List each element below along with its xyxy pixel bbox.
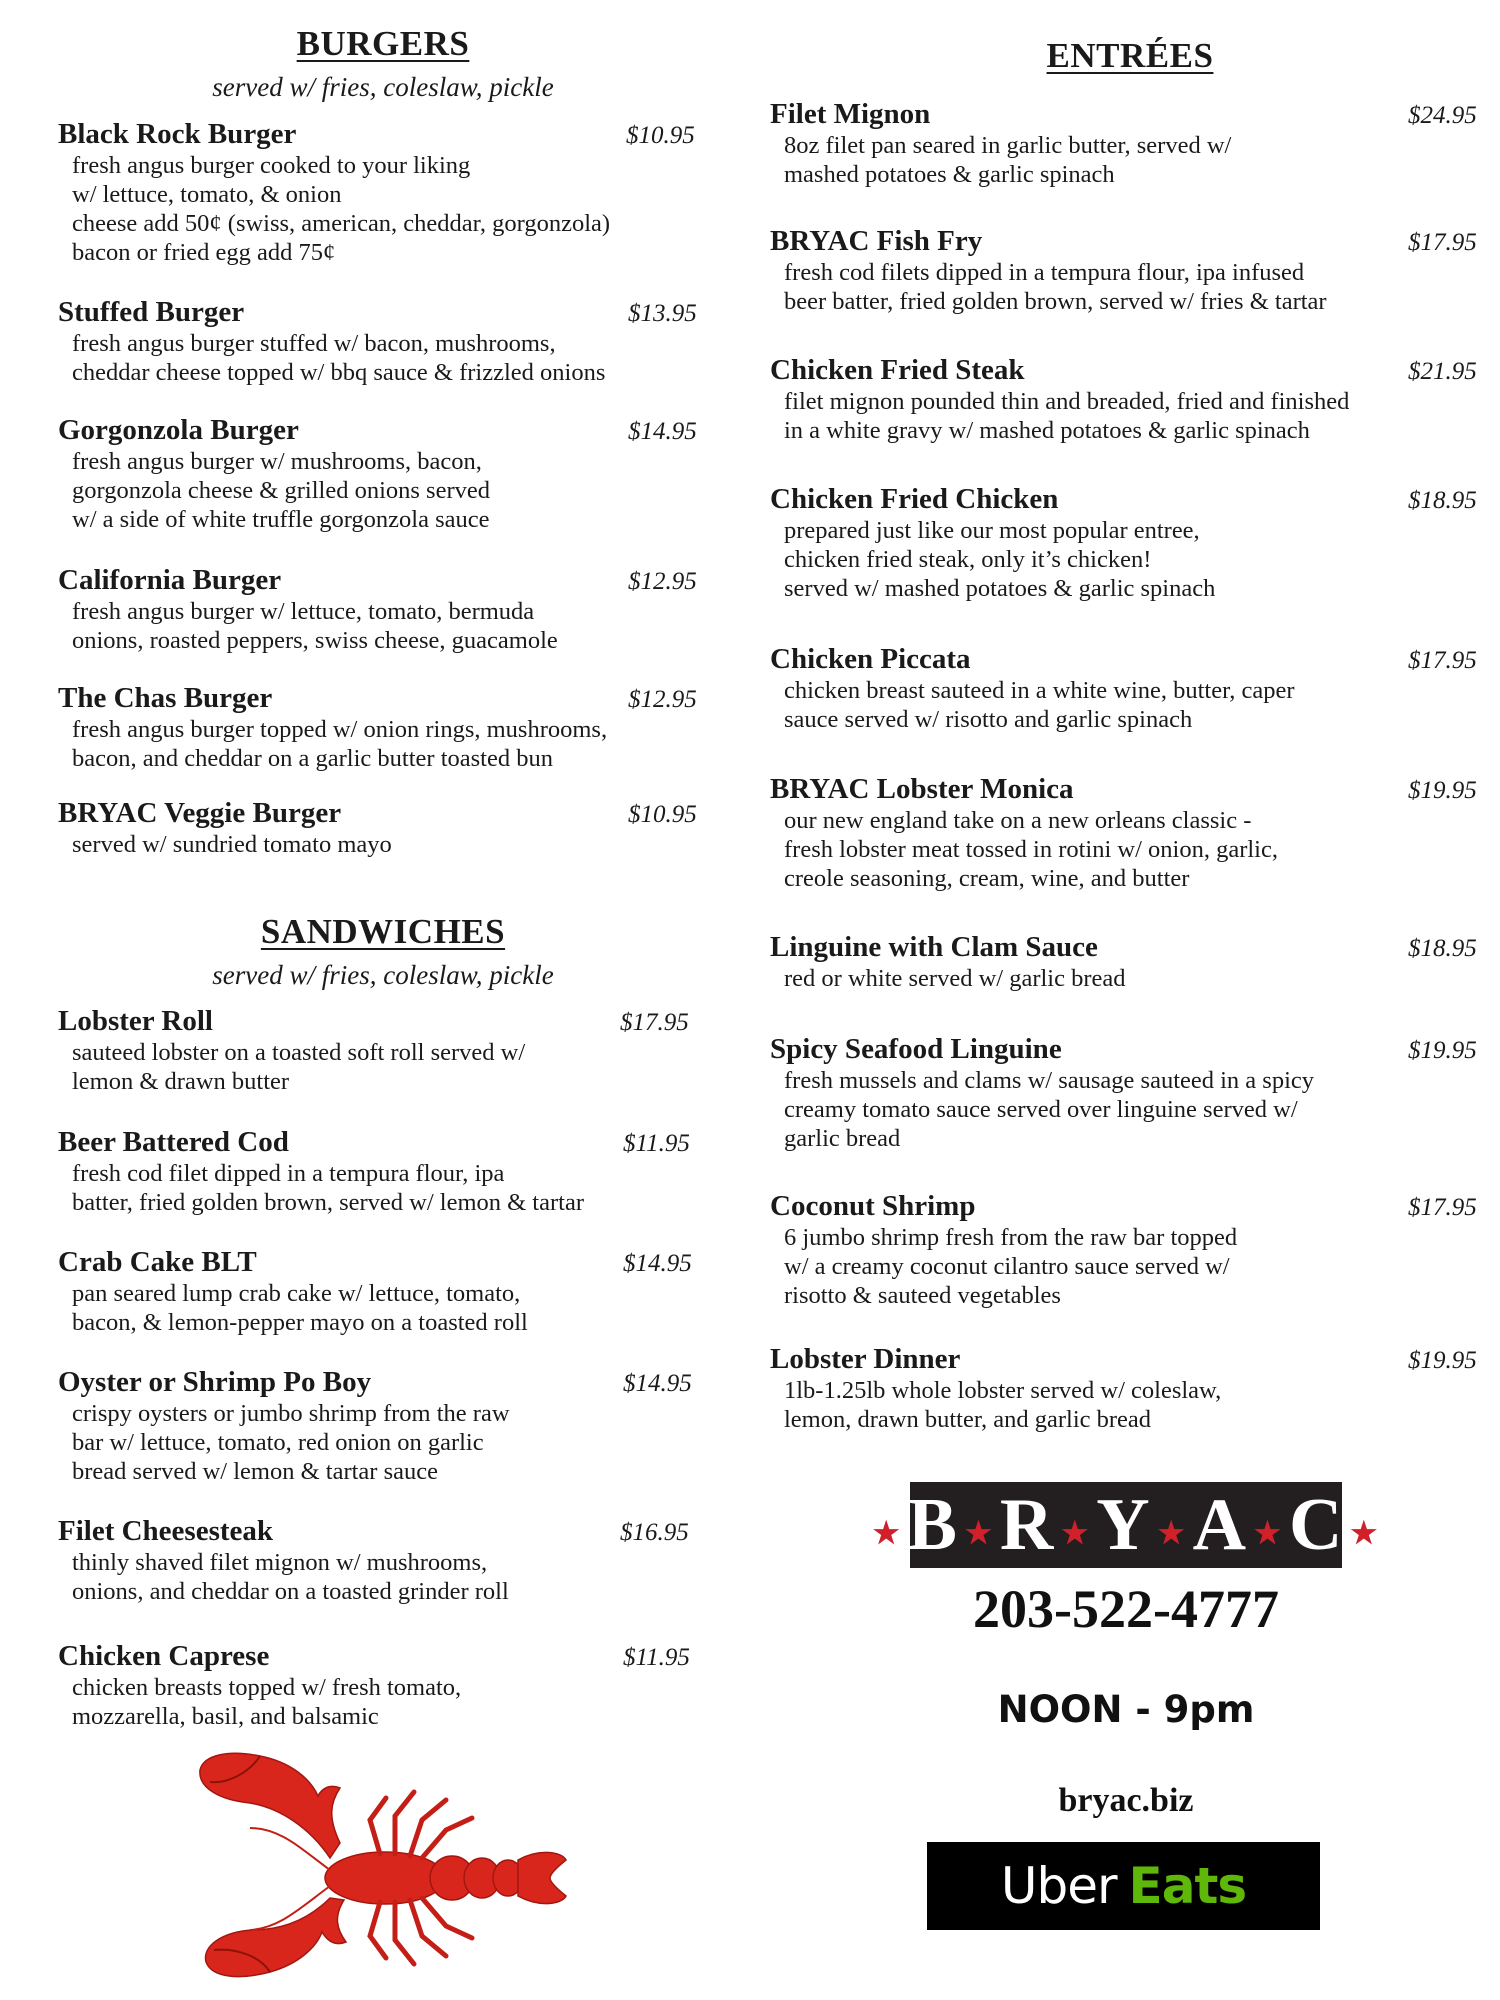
lobster-illustration: [190, 1748, 570, 1988]
description-line: fresh mussels and clams w/ sausage sauteed in a spicy: [784, 1067, 1315, 1094]
menu-item: [770, 225, 1480, 316]
description-line: fresh lobster meat tossed in rotini w/ onion, garlic,: [784, 836, 1278, 863]
menu-item-price: $24.95: [1408, 102, 1477, 129]
logo-letter: B: [907, 1483, 959, 1566]
menu-item-name: BRYAC Veggie Burger: [58, 797, 342, 829]
logo-letter: R: [999, 1483, 1056, 1566]
menu-item: [770, 1033, 1480, 1153]
menu-item-price: $17.95: [1408, 647, 1477, 674]
eats-word: Eats: [1128, 1857, 1247, 1915]
menu-item: [58, 118, 708, 267]
menu-item-price: $18.95: [1408, 935, 1477, 962]
description-line: chicken breast sauteed in a white wine, butter, caper: [784, 677, 1295, 704]
menu-item-price: $16.95: [620, 1519, 689, 1546]
description-line: bacon, & lemon-pepper mayo on a toasted roll: [72, 1309, 528, 1336]
description-line: w/ a side of white truffle gorgonzola sauce: [72, 506, 490, 533]
menu-item: [770, 354, 1480, 445]
star-icon: ★: [872, 1516, 902, 1550]
burgers-subtitle: served w/ fries, coleslaw, pickle: [212, 72, 554, 102]
description-line: mozzarella, basil, and balsamic: [72, 1703, 379, 1730]
menu-item-description: [58, 715, 708, 773]
menu-item-price: $12.95: [628, 686, 697, 713]
description-line: red or white served w/ garlic bread: [784, 965, 1126, 992]
menu-item-description: [58, 1159, 708, 1217]
menu-item-description: [58, 329, 708, 387]
menu-item-description: [770, 1376, 1480, 1434]
uber-word: Uber: [1000, 1857, 1117, 1915]
menu-item-description: [770, 1223, 1480, 1310]
menu-item-description: [58, 1279, 708, 1337]
menu-item-name: Filet Cheesesteak: [58, 1515, 274, 1547]
description-line: gorgonzola cheese & grilled onions served: [72, 477, 490, 504]
description-line: creamy tomato sauce served over linguine served w/: [784, 1096, 1298, 1123]
description-line: fresh angus burger w/ lettuce, tomato, bermuda: [72, 598, 535, 625]
description-line: bar w/ lettuce, tomato, red onion on garlic: [72, 1429, 484, 1456]
menu-item-name: Chicken Fried Chicken: [770, 483, 1059, 515]
description-line: bread served w/ lemon & tartar sauce: [72, 1458, 438, 1485]
menu-item-description: [58, 830, 708, 859]
sandwiches-title: SANDWICHES: [260, 912, 506, 951]
menu-item-price: $13.95: [628, 300, 697, 327]
menu-item-name: BRYAC Lobster Monica: [770, 773, 1074, 805]
menu-item-name: Crab Cake BLT: [58, 1246, 257, 1278]
menu-item-name: Spicy Seafood Linguine: [770, 1033, 1062, 1065]
description-line: sauteed lobster on a toasted soft roll served w/: [72, 1039, 526, 1066]
menu-item: [58, 797, 708, 859]
menu-item-name: The Chas Burger: [58, 682, 273, 714]
menu-item-description: [770, 387, 1480, 445]
description-line: bacon, and cheddar on a garlic butter toasted bun: [72, 745, 553, 772]
description-line: fresh angus burger stuffed w/ bacon, mushrooms,: [72, 330, 556, 357]
star-icon: ★: [1157, 1516, 1187, 1550]
menu-item-name: Lobster Dinner: [770, 1343, 961, 1375]
bryac-logo: [872, 1482, 1380, 1568]
description-line: onions, roasted peppers, swiss cheese, guacamole: [72, 627, 558, 654]
menu-item: [58, 1640, 708, 1731]
sandwiches-subtitle: served w/ fries, coleslaw, pickle: [212, 960, 554, 990]
logo-letter: Y: [1096, 1483, 1152, 1566]
menu-item-description: [58, 1399, 708, 1486]
menu-item-price: $10.95: [628, 801, 697, 828]
menu-item: [58, 1005, 708, 1096]
menu-item-price: $14.95: [623, 1250, 692, 1277]
menu-item-name: Beer Battered Cod: [58, 1126, 289, 1158]
description-line: our new england take on a new orleans classic -: [784, 807, 1252, 834]
description-line: chicken breasts topped w/ fresh tomato,: [72, 1674, 462, 1701]
description-line: w/ a creamy coconut cilantro sauce served w/: [784, 1253, 1230, 1280]
menu-item-name: Lobster Roll: [58, 1005, 213, 1037]
description-line: lemon & drawn butter: [72, 1068, 290, 1095]
menu-item-price: $17.95: [620, 1009, 689, 1036]
description-line: chicken fried steak, only it’s chicken!: [784, 546, 1152, 573]
menu-item-name: Chicken Piccata: [770, 643, 971, 675]
description-line: 6 jumbo shrimp fresh from the raw bar topped: [784, 1224, 1238, 1251]
description-line: thinly shaved filet mignon w/ mushrooms,: [72, 1549, 488, 1576]
description-line: lemon, drawn butter, and garlic bread: [784, 1406, 1152, 1433]
menu-item: [58, 1366, 708, 1486]
star-icon: ★: [1061, 1516, 1091, 1550]
menu-item-name: Chicken Fried Steak: [770, 354, 1025, 386]
description-line: mashed potatoes & garlic spinach: [784, 161, 1115, 188]
menu-item-name: Linguine with Clam Sauce: [770, 931, 1098, 963]
menu-item-price: $14.95: [628, 418, 697, 445]
menu-item-description: [770, 258, 1480, 316]
menu-item-description: [58, 597, 708, 655]
menu-item: [770, 1190, 1480, 1310]
description-line: beer batter, fried golden brown, served w/ fries & tartar: [784, 288, 1327, 315]
menu-item-description: [58, 1038, 708, 1096]
menu-item-price: $14.95: [623, 1370, 692, 1397]
description-line: cheese add 50¢ (swiss, american, cheddar, gorgonzola): [72, 210, 611, 237]
description-line: batter, fried golden brown, served w/ lemon & tartar: [72, 1189, 584, 1216]
menu-item-name: Gorgonzola Burger: [58, 414, 299, 446]
menu-item-name: Chicken Caprese: [58, 1640, 270, 1672]
description-line: in a white gravy w/ mashed potatoes & garlic spinach: [784, 417, 1310, 444]
menu-item: [770, 931, 1480, 993]
description-line: fresh cod filets dipped in a tempura flour, ipa infused: [784, 259, 1305, 286]
menu-item-price: $19.95: [1408, 777, 1477, 804]
menu-item: [58, 682, 708, 773]
menu-item-price: $10.95: [626, 122, 695, 149]
menu-item-price: $21.95: [1408, 358, 1477, 385]
menu-item-price: $18.95: [1408, 487, 1477, 514]
star-icon: ★: [1350, 1516, 1380, 1550]
menu-item-name: Filet Mignon: [770, 98, 931, 130]
menu-item: [58, 1515, 708, 1606]
description-line: risotto & sauteed vegetables: [784, 1282, 1061, 1309]
description-line: 1lb-1.25lb whole lobster served w/ coleslaw,: [784, 1377, 1222, 1404]
bryac-logo-text: [867, 1483, 1386, 1568]
menu-item-name: Coconut Shrimp: [770, 1190, 976, 1222]
menu-item: [770, 483, 1480, 603]
menu-item: [58, 1126, 708, 1217]
description-line: onions, and cheddar on a toasted grinder roll: [72, 1578, 509, 1605]
menu-item-price: $19.95: [1408, 1347, 1477, 1374]
menu-item-name: Oyster or Shrimp Po Boy: [58, 1366, 372, 1398]
star-icon: ★: [1254, 1516, 1283, 1550]
menu-item-description: [770, 964, 1480, 993]
menu-item: [770, 643, 1480, 734]
description-line: prepared just like our most popular entree,: [784, 517, 1200, 544]
description-line: fresh angus burger topped w/ onion rings, mushrooms,: [72, 716, 608, 743]
menu-item-description: [58, 447, 708, 534]
description-line: sauce served w/ risotto and garlic spinach: [784, 706, 1193, 733]
phone-number[interactable]: 203-522-4777: [973, 1579, 1279, 1639]
menu-item-name: BRYAC Fish Fry: [770, 225, 983, 257]
description-line: fresh cod filet dipped in a tempura flour, ipa: [72, 1160, 505, 1187]
menu-item-description: [770, 1066, 1480, 1153]
menu-item-description: [770, 516, 1480, 603]
description-line: served w/ sundried tomato mayo: [72, 831, 392, 858]
description-line: filet mignon pounded thin and breaded, fried and finished: [784, 388, 1350, 415]
menu-item-description: [770, 806, 1480, 893]
description-line: w/ lettuce, tomato, & onion: [72, 181, 342, 208]
star-icon: ★: [964, 1516, 994, 1550]
description-line: fresh angus burger w/ mushrooms, bacon,: [72, 448, 482, 475]
description-line: crispy oysters or jumbo shrimp from the raw: [72, 1400, 510, 1427]
menu-item-price: $11.95: [623, 1644, 690, 1671]
menu-item-price: $17.95: [1408, 1194, 1477, 1221]
menu-item-description: [770, 131, 1480, 189]
hours: NOON - 9pm: [997, 1688, 1255, 1731]
menu-item-price: $11.95: [623, 1130, 690, 1157]
description-line: 8oz filet pan seared in garlic butter, served w/: [784, 132, 1232, 159]
menu-item-description: [770, 676, 1480, 734]
description-line: garlic bread: [784, 1125, 901, 1152]
menu-item: [770, 773, 1480, 893]
menu-item-price: $19.95: [1408, 1037, 1477, 1064]
menu-item: [58, 296, 708, 387]
description-line: bacon or fried egg add 75¢: [72, 239, 336, 266]
menu-item: [58, 414, 708, 534]
menu-item: [58, 1246, 708, 1337]
description-line: cheddar cheese topped w/ bbq sauce & frizzled onions: [72, 359, 606, 386]
menu-item: [770, 1343, 1480, 1434]
logo-letter: A: [1192, 1483, 1249, 1566]
description-line: served w/ mashed potatoes & garlic spinach: [784, 575, 1216, 602]
menu-item-description: [58, 151, 708, 267]
menu-item-description: [58, 1673, 708, 1731]
menu-item-name: California Burger: [58, 564, 282, 596]
menu-item-name: Stuffed Burger: [58, 296, 245, 328]
description-line: creole seasoning, cream, wine, and butter: [784, 865, 1190, 892]
description-line: fresh angus burger cooked to your liking: [72, 152, 471, 179]
website-link[interactable]: bryac.biz: [1058, 1782, 1194, 1819]
description-line: pan seared lump crab cake w/ lettuce, tomato,: [72, 1280, 521, 1307]
menu-item-name: Black Rock Burger: [58, 118, 297, 150]
entrees-title: ENTRÉES: [1046, 36, 1214, 75]
menu-item-description: [58, 1548, 708, 1606]
logo-letter: C: [1288, 1483, 1345, 1566]
uber-eats-logo[interactable]: [927, 1842, 1320, 1930]
burgers-title: BURGERS: [296, 24, 470, 63]
menu-item: [770, 98, 1480, 189]
menu-item-price: $12.95: [628, 568, 697, 595]
menu-item-price: $17.95: [1408, 229, 1477, 256]
menu-item: [58, 564, 708, 655]
